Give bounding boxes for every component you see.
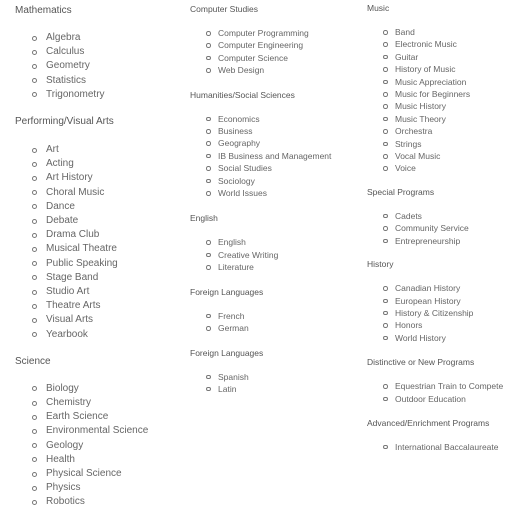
column-2: [190, 3, 360, 406]
list-item: Musical Theatre: [15, 242, 180, 256]
list-item: Acting: [15, 157, 180, 171]
list-item: Geometry: [15, 59, 180, 73]
list-item: Public Speaking: [15, 257, 180, 271]
group-advanced-enrichment-programs: [367, 417, 524, 453]
program-list: [15, 143, 180, 342]
list-item: Choral Music: [15, 186, 180, 200]
list-item: Community Service: [367, 222, 524, 234]
list-item: German: [190, 322, 360, 334]
list-item: Strings: [367, 138, 524, 150]
list-item: Latin: [190, 383, 360, 395]
list-item: Debate: [15, 214, 180, 228]
program-list: [367, 441, 524, 453]
list-item: Canadian History: [367, 282, 524, 294]
group-music: [367, 2, 524, 175]
list-item: Yearbook: [15, 328, 180, 342]
list-item: Art: [15, 143, 180, 157]
list-item: Algebra: [15, 31, 180, 45]
list-item: Literature: [190, 261, 360, 273]
program-list: [190, 371, 360, 396]
list-item: Dance: [15, 200, 180, 214]
list-item: Sociology: [190, 175, 360, 187]
list-item: Voice: [367, 162, 524, 174]
list-item: Economics: [190, 113, 360, 125]
group-foreign-languages-2: [190, 347, 360, 396]
list-item: European History: [367, 295, 524, 307]
list-item: Biology: [15, 382, 180, 396]
list-item: Art History: [15, 171, 180, 185]
list-item: Trigonometry: [15, 88, 180, 102]
group-heading: Music: [367, 3, 390, 13]
program-list: [190, 27, 360, 77]
program-list: [15, 382, 180, 510]
program-list: [367, 380, 524, 405]
group-heading: Foreign Languages: [190, 347, 264, 358]
program-list: [367, 282, 524, 344]
group-heading: Special Programs: [367, 186, 435, 197]
list-item: Theatre Arts: [15, 299, 180, 313]
group-heading: History: [367, 259, 394, 270]
list-item: Equestrian Train to Compete: [367, 380, 524, 392]
list-item: Creative Writing: [190, 249, 360, 261]
list-item: English: [190, 236, 360, 248]
group-heading: Foreign Languages: [190, 286, 264, 297]
list-item: Business: [190, 125, 360, 137]
program-list: [15, 31, 180, 102]
group-heading: Humanities/Social Sciences: [190, 89, 295, 100]
group-computer-studies: [190, 3, 360, 77]
list-item: Outdoor Education: [367, 393, 524, 405]
group-science: [15, 356, 180, 510]
list-item: Stage Band: [15, 271, 180, 285]
list-item: Computer Programming: [190, 27, 360, 39]
group-heading: Advanced/Enrichment Programs: [367, 417, 490, 428]
group-foreign-languages: [190, 286, 360, 335]
list-item: Electronic Music: [367, 38, 524, 50]
group-heading: Mathematics: [15, 5, 72, 16]
list-item: Studio Art: [15, 285, 180, 299]
group-humanities-social-sciences: [190, 89, 360, 200]
group-heading: Distinctive or New Programs: [367, 357, 475, 368]
list-item: History & Citizenship: [367, 307, 524, 319]
list-item: History of Music: [367, 63, 524, 75]
list-item: Music Appreciation: [367, 76, 524, 88]
group-history: [367, 258, 524, 344]
list-item: Drama Club: [15, 228, 180, 242]
list-item: Visual Arts: [15, 313, 180, 327]
group-mathematics: [15, 5, 180, 102]
list-item: Spanish: [190, 371, 360, 383]
list-item: Calculus: [15, 45, 180, 59]
list-item: Honors: [367, 319, 524, 331]
list-item: Computer Science: [190, 52, 360, 64]
list-item: Environmental Science: [15, 424, 180, 438]
group-distinctive-new-programs: [367, 356, 524, 405]
list-item: Vocal Music: [367, 150, 524, 162]
group-special-programs: [367, 186, 524, 247]
list-item: French: [190, 310, 360, 322]
program-list: [190, 236, 360, 273]
list-item: Orchestra: [367, 125, 524, 137]
program-list: [190, 310, 360, 335]
list-item: Cadets: [367, 210, 524, 222]
group-performing-visual-arts: [15, 116, 180, 342]
list-item: Chemistry: [15, 396, 180, 410]
column-3: [367, 2, 524, 464]
program-list: [190, 113, 360, 200]
list-item: IB Business and Management: [190, 150, 360, 162]
list-item: Music History: [367, 100, 524, 112]
list-item: Entrepreneurship: [367, 235, 524, 247]
list-item: Music for Beginners: [367, 88, 524, 100]
list-item: Computer Engineering: [190, 39, 360, 51]
list-item: Social Studies: [190, 162, 360, 174]
group-heading: Computer Studies: [190, 4, 259, 14]
group-heading: English: [190, 213, 218, 224]
list-item: Physical Science: [15, 467, 180, 481]
program-list: [367, 26, 524, 175]
list-item: Robotics: [15, 495, 180, 509]
list-item: World History: [367, 332, 524, 344]
group-english: [190, 212, 360, 273]
program-list: [367, 210, 524, 247]
list-item: Band: [367, 26, 524, 38]
list-item: International Baccalaureate: [367, 441, 524, 453]
list-item: Music Theory: [367, 113, 524, 125]
list-item: Web Design: [190, 64, 360, 76]
list-item: Physics: [15, 481, 180, 495]
group-heading: Performing/Visual Arts: [15, 116, 114, 128]
list-item: World Issues: [190, 187, 360, 199]
list-item: Earth Science: [15, 410, 180, 424]
group-heading: Science: [15, 355, 51, 367]
list-item: Geography: [190, 137, 360, 149]
list-item: Geology: [15, 439, 180, 453]
list-item: Statistics: [15, 74, 180, 88]
list-item: Health: [15, 453, 180, 467]
column-1: [15, 5, 180, 526]
list-item: Guitar: [367, 51, 524, 63]
